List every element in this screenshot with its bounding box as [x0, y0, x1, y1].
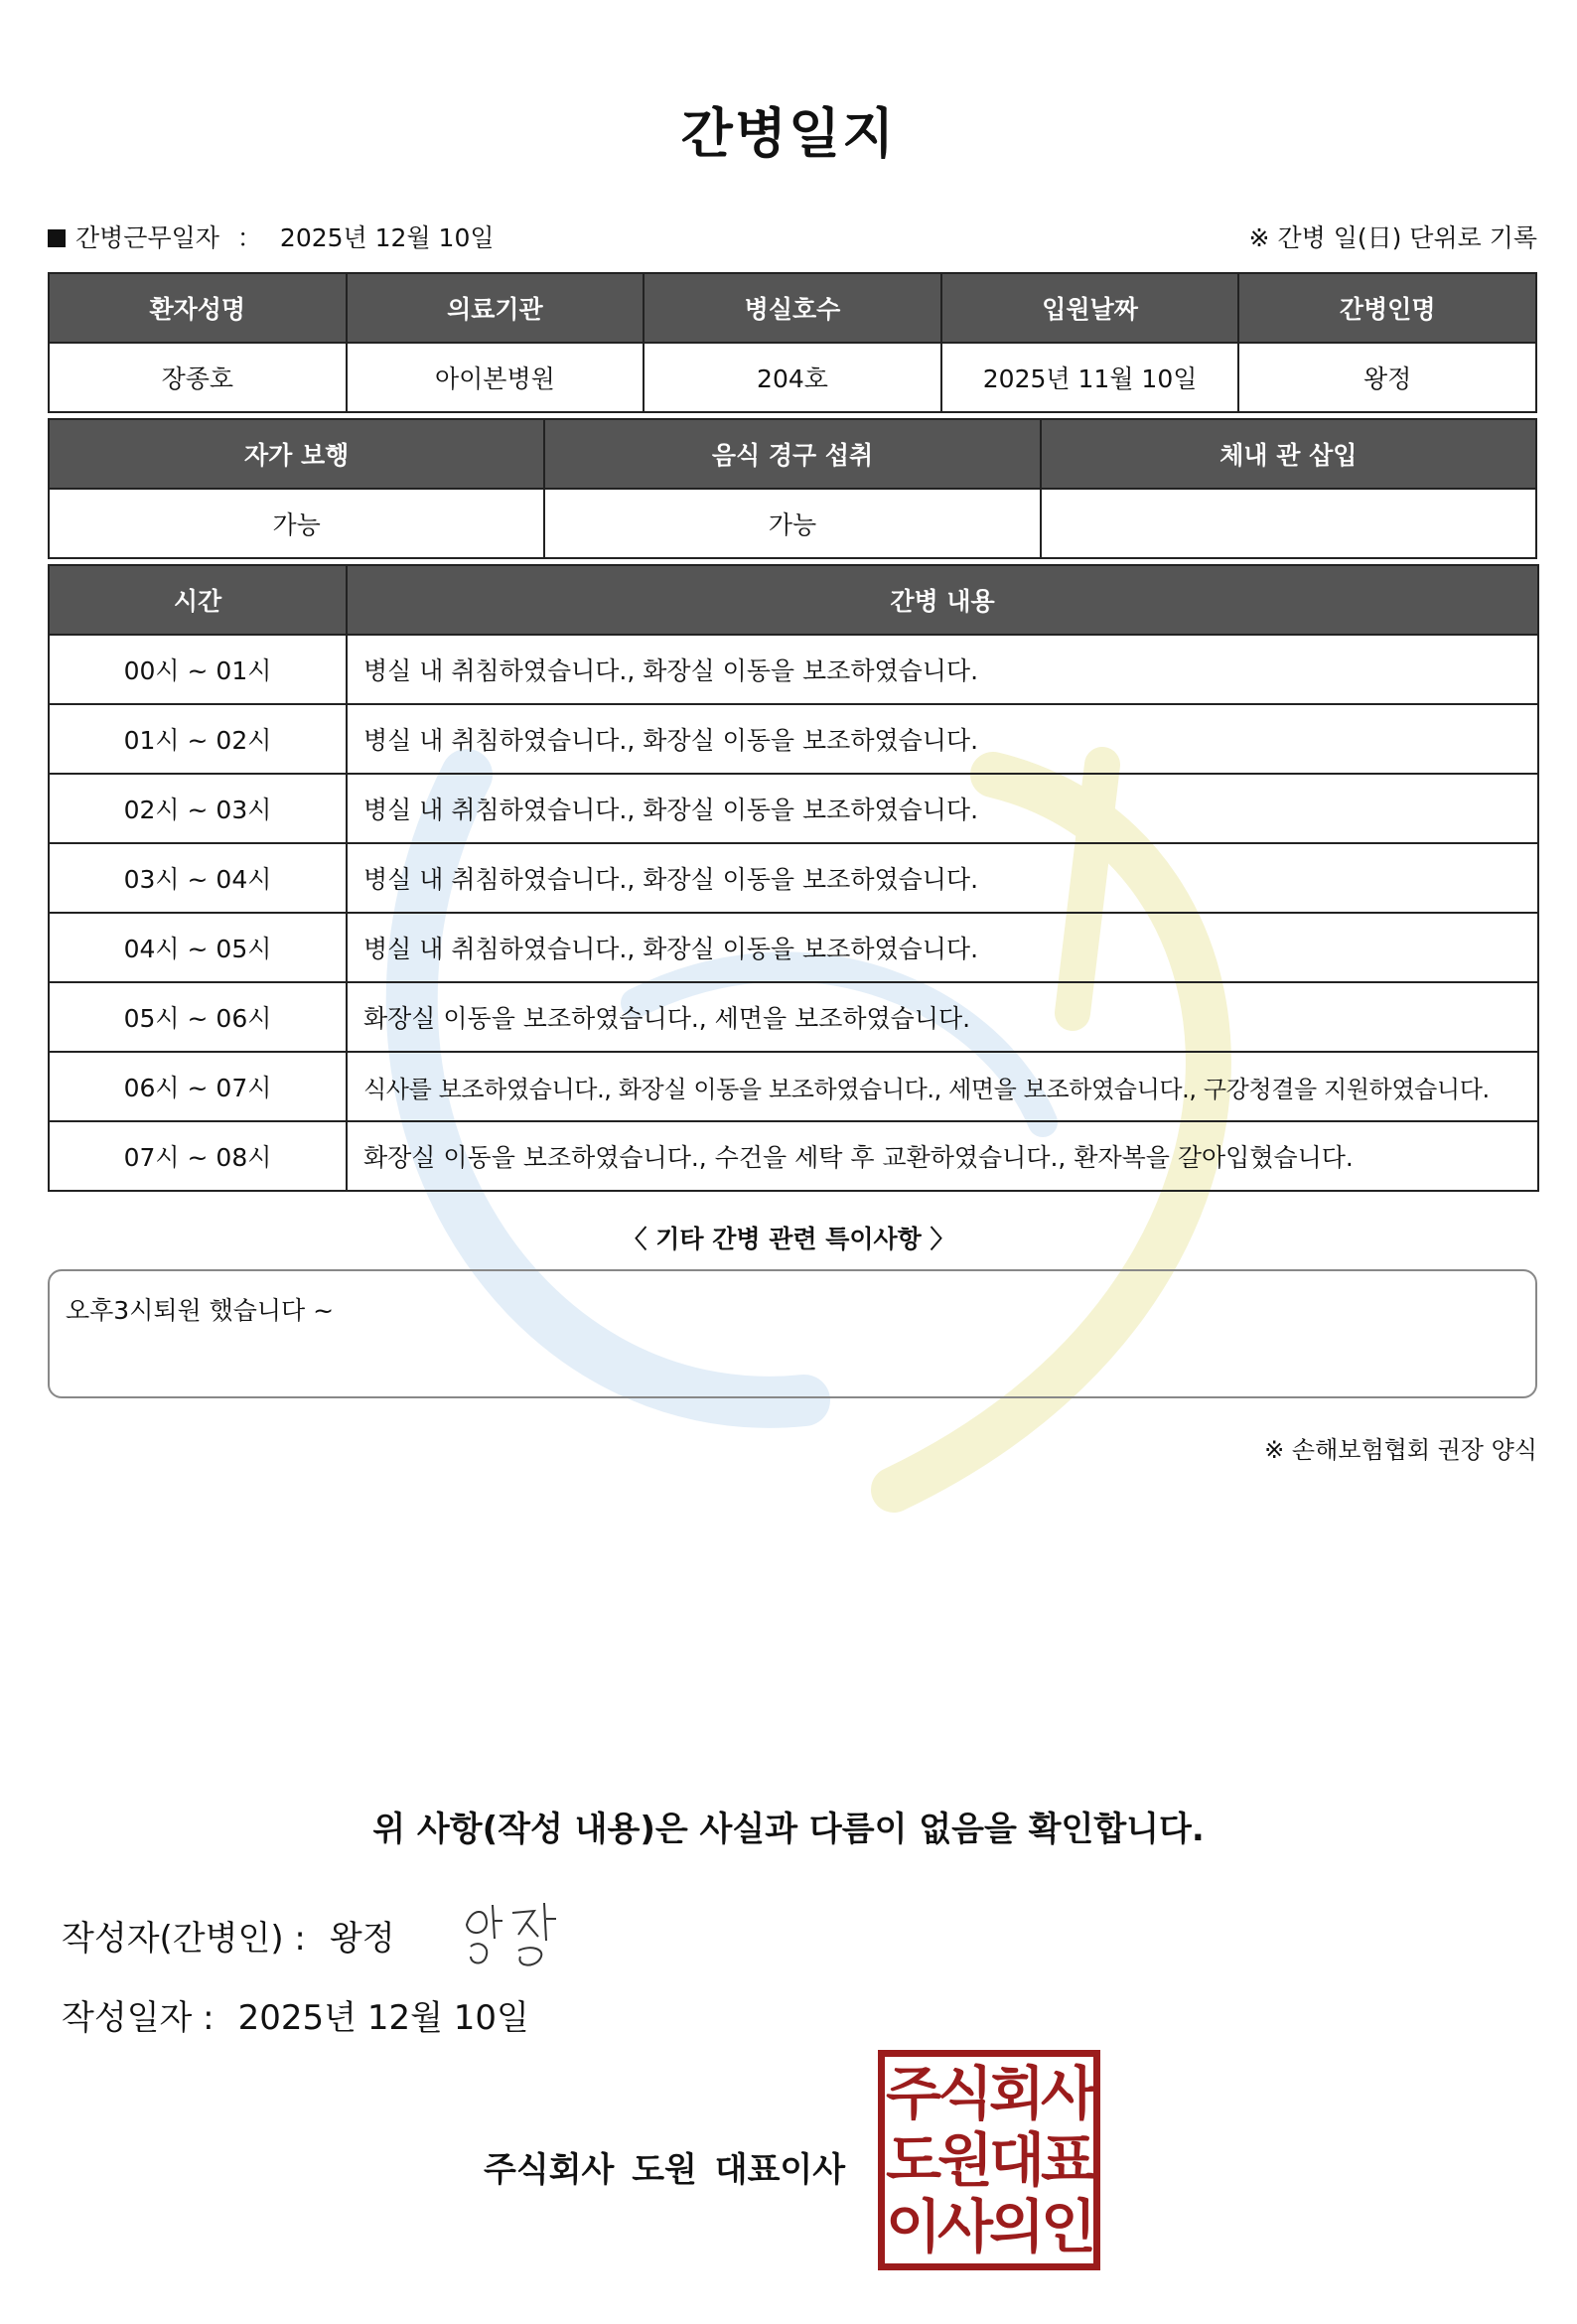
- header-care-content: 간병 내용: [347, 565, 1538, 635]
- table-row: [49, 913, 1538, 982]
- time-cell: 06시 ~ 07시: [49, 1052, 347, 1121]
- care-log-table: [48, 564, 1539, 1192]
- work-date-label: 간병근무일자: [75, 223, 219, 252]
- oral-intake-value: 가능: [544, 489, 1040, 558]
- caregiver-name: 왕정: [1238, 343, 1536, 412]
- written-date-line: [62, 1990, 529, 2039]
- table-row: [49, 489, 1536, 558]
- header-self-walking: 자가 보행: [49, 419, 544, 489]
- header-oral-intake: 음식 경구 섭취: [544, 419, 1040, 489]
- time-cell: 05시 ~ 06시: [49, 982, 347, 1052]
- content-cell: 병실 내 취침하였습니다., 화장실 이동을 보조하였습니다.: [347, 704, 1538, 774]
- header-time: 시간: [49, 565, 347, 635]
- table-header-row: [49, 419, 1536, 489]
- company-name: 주식회사 도원 대표이사: [484, 2150, 846, 2190]
- company-seal-stamp: [878, 2050, 1100, 2270]
- header-room: 병실호수: [644, 273, 941, 343]
- time-cell: 00시 ~ 01시: [49, 635, 347, 704]
- table-header-row: [49, 273, 1536, 343]
- header-caregiver-name: 간병인명: [1238, 273, 1536, 343]
- table-row: [49, 1121, 1538, 1191]
- time-cell: 03시 ~ 04시: [49, 843, 347, 913]
- seal-line: 주식회사: [885, 2060, 1093, 2128]
- handwritten-signature: [457, 1895, 566, 1974]
- table-row: [49, 774, 1538, 843]
- tube-insertion-value: [1041, 489, 1536, 558]
- time-cell: 07시 ~ 08시: [49, 1121, 347, 1191]
- seal-line: 도원대표: [885, 2125, 1093, 2194]
- room-number: 204호: [644, 343, 941, 412]
- header-tube-insertion: 체내 관 삽입: [1041, 419, 1536, 489]
- content-cell: 화장실 이동을 보조하였습니다., 세면을 보조하였습니다.: [347, 982, 1538, 1052]
- table-row: [49, 982, 1538, 1052]
- header-patient-name: 환자성명: [49, 273, 347, 343]
- written-date-value: 2025년 12월 10일: [237, 1998, 529, 2038]
- content-cell: 화장실 이동을 보조하였습니다., 수건을 세탁 후 교환하였습니다., 환자복을 갈아입혔습니다.: [347, 1121, 1538, 1191]
- time-cell: 04시 ~ 05시: [49, 913, 347, 982]
- table-row: [49, 1052, 1538, 1121]
- patient-status-table: [48, 418, 1537, 559]
- hospital-name: 아이본병원: [347, 343, 645, 412]
- header-hospital: 의료기관: [347, 273, 645, 343]
- written-date-label: 작성일자 :: [62, 1998, 215, 2038]
- special-notes-box: 오후3시퇴원 했습니다 ~: [48, 1269, 1537, 1398]
- table-row: [49, 343, 1536, 412]
- writer-label: 작성자(간병인) :: [62, 1919, 306, 1959]
- record-note: ※ 간병 일(日) 단위로 기록: [1248, 223, 1537, 252]
- form-source-note: ※ 손해보험협회 권장 양식: [1264, 1436, 1537, 1464]
- content-cell: 병실 내 취침하였습니다., 화장실 이동을 보조하였습니다.: [347, 635, 1538, 704]
- special-notes-title: 〈 기타 간병 관련 특이사항 〉: [622, 1225, 955, 1253]
- square-bullet-icon: [48, 229, 66, 247]
- writer-line: [62, 1911, 395, 1960]
- table-row: [49, 843, 1538, 913]
- content-cell: 병실 내 취침하였습니다., 화장실 이동을 보조하였습니다.: [347, 843, 1538, 913]
- work-date-line: [48, 218, 495, 254]
- writer-name: 왕정: [329, 1919, 395, 1959]
- seal-line: 이사의인: [885, 2192, 1093, 2260]
- header-admission-date: 입원날짜: [941, 273, 1239, 343]
- table-header-row: [49, 565, 1538, 635]
- patient-info-table: [48, 272, 1537, 413]
- work-date-separator: ：: [236, 223, 262, 252]
- content-cell: 식사를 보조하였습니다., 화장실 이동을 보조하였습니다., 세면을 보조하였습니다., 구강청결을 지원하였습니다.: [347, 1052, 1538, 1121]
- content-cell: 병실 내 취침하였습니다., 화장실 이동을 보조하였습니다.: [347, 913, 1538, 982]
- page-title: 간병일지: [680, 102, 897, 165]
- time-cell: 01시 ~ 02시: [49, 704, 347, 774]
- time-cell: 02시 ~ 03시: [49, 774, 347, 843]
- work-date-value: 2025년 12월 10일: [279, 223, 495, 252]
- table-row: [49, 704, 1538, 774]
- table-row: [49, 635, 1538, 704]
- patient-name: 장종호: [49, 343, 347, 412]
- content-cell: 병실 내 취침하였습니다., 화장실 이동을 보조하였습니다.: [347, 774, 1538, 843]
- admission-date: 2025년 11월 10일: [941, 343, 1239, 412]
- confirmation-statement: 위 사항(작성 내용)은 사실과 다름이 없음을 확인합니다.: [372, 1810, 1205, 1849]
- self-walking-value: 가능: [49, 489, 544, 558]
